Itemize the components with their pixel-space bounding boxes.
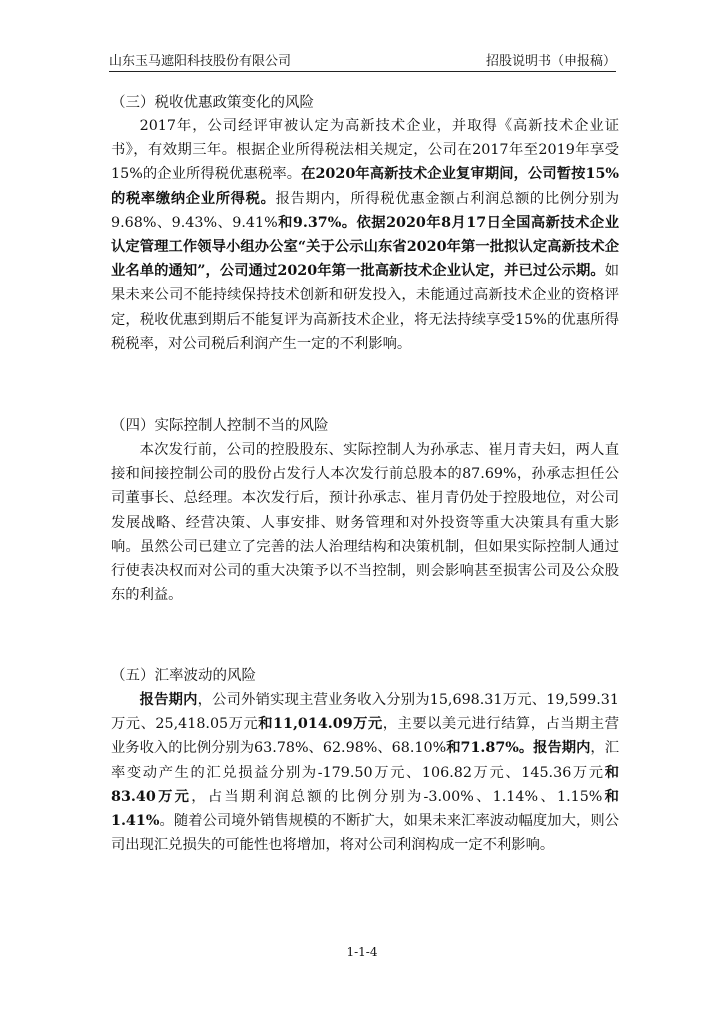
- header-company-name: 山东玉马遮阳科技股份有限公司: [109, 54, 292, 69]
- text-run: ，占当期利润总额的比例分别为-3.00%、1.14%、1.15%: [191, 788, 603, 805]
- section-heading-tax: （三）税收优惠政策变化的风险: [111, 95, 314, 111]
- text-run: 。随着公司境外销售规模的不断扩大，如果未来汇率波动幅度加大，则公司出现汇兑损失的可能性也将增加，将对公司利润构成一定不利影响。: [111, 813, 619, 854]
- bold-text-run: 报告期内: [139, 692, 198, 708]
- bold-text-run: 和9.37%。依据2020年8月17日全国高新技术企业认定管理工作领导小组办公室“关于公示山东省2020年第一批拟认定高新技术企业名单的通知”，公司通过2020年第一批高新技术企业认定，并已过公示期。: [111, 214, 619, 280]
- section-paragraph-exchange-rate: [111, 688, 619, 857]
- section-paragraph-controller: [111, 438, 619, 607]
- text-run: ，公司外销实现主营业务收入分别为15,698.31万元、19,599.31万元、25,418.05万元: [111, 692, 619, 733]
- bold-text-run: 和71.87%。报告期内: [446, 740, 591, 757]
- section-heading-exchange-rate: （五）汇率波动的风险: [111, 668, 256, 684]
- header-document-type: 招股说明书（申报稿）: [485, 54, 616, 69]
- page-header: [109, 50, 616, 70]
- bold-text-run: 和83.40万元: [111, 764, 619, 805]
- bold-text-run: 和11,014.09万元: [258, 716, 383, 733]
- header-divider: [109, 71, 616, 72]
- bold-text-run: 在2020年高新技术企业复审期间，公司暂按15%的税率缴纳企业所得税。: [111, 166, 619, 207]
- text-run: 2017年，公司经评审被认定为高新技术企业，并取得《高新技术企业证书》，有效期三年。根据企业所得税法相关规定，公司在2017年至2019年享受15%的企业所得税优惠税率。: [111, 118, 619, 183]
- bold-text-run: 和1.41%: [111, 788, 619, 830]
- text-run: 如果未来公司不能持续保持技术创新和研发投入，未能通过高新技术企业的资格评定，税收优惠到期后不能复评为高新技术企业，将无法持续享受15%的优惠所得税税率，对公司税后利润产生一定的不利影响。: [111, 263, 619, 352]
- section-heading-controller: （四）实际控制人控制不当的风险: [111, 418, 329, 434]
- text-run: ，汇率变动产生的汇兑损益分别为-179.50万元、106.82万元、145.36万元: [111, 740, 620, 781]
- text-run: 报告期内，所得税优惠金额占利润总额的比例分别为9.68%、9.43%、9.41%: [111, 190, 620, 231]
- page-number: 1-1-4: [346, 945, 378, 959]
- text-run: 本次发行前，公司的控股股东、实际控制人为孙承志、崔月青夫妇，两人直接和间接控制公司的股份占发行人本次发行前总股本的87.69%，孙承志担任公司董事长、总经理。本次发行后，预计孙承志、崔月青仍处于控股地位，对公司发展战略、经营决策、人事安排、财务管理和对外投资等重大决策具有重大影响。虽然公司已建立了完善的法人治理结构和决策机制，但如果实际控制人通过行使表决权而对公司的重大决策予以不当控制，则会影响甚至损害公司及公众股东的利益。: [111, 442, 619, 604]
- text-run: ，主要以美元进行结算，占当期主营业务收入的比例分别为63.78%、62.98%、68.10%: [111, 716, 619, 757]
- section-paragraph-tax: [111, 114, 619, 356]
